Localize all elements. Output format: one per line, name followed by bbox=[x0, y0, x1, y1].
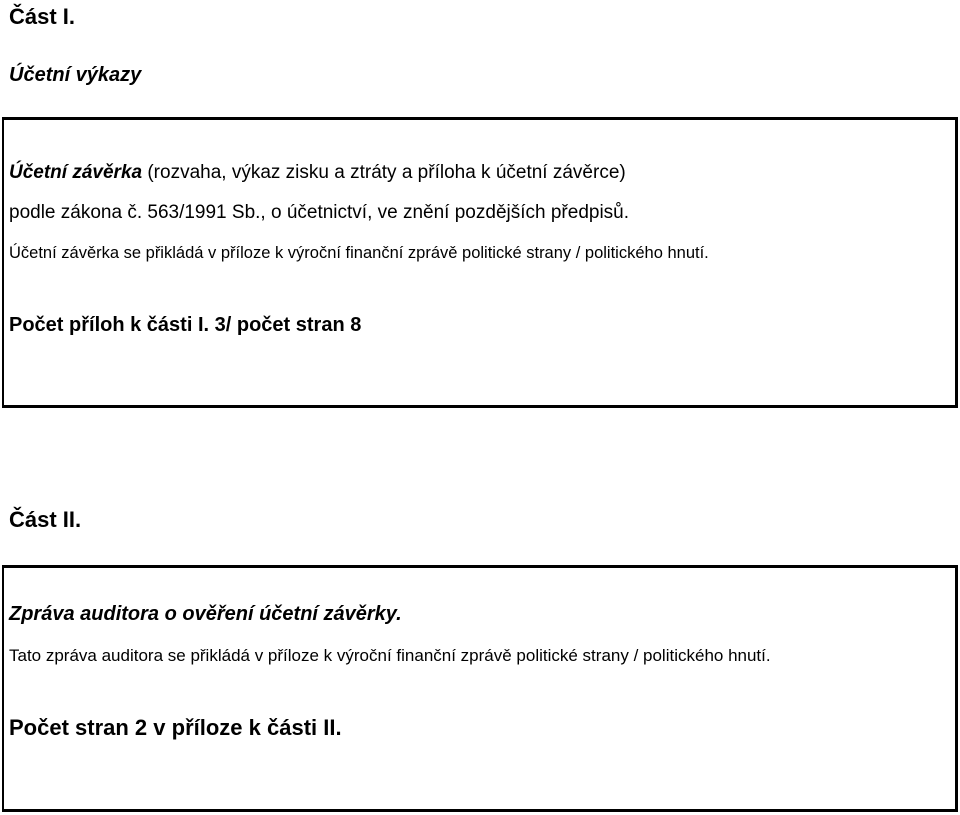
part1-heading: Část I. bbox=[9, 4, 76, 29]
auditor-report-note: Tato zpráva auditora se přikládá v příloze k výroční finanční zprávě politické strany / politického hnutí. bbox=[9, 646, 771, 665]
attachment-count: Počet příloh k části I. 3/ počet stran 8 bbox=[9, 314, 362, 336]
part2-heading: Část II. bbox=[9, 507, 82, 532]
attachment-note: Účetní závěrka se přikládá v příloze k výroční finanční zprávě politické strany / politického hnutí. bbox=[9, 244, 709, 262]
pages-count: Počet stran 2 v příloze k části II. bbox=[9, 715, 342, 740]
statements-detail: (rozvaha, výkaz zisku a ztráty a příloha k účetní závěrce) bbox=[142, 162, 626, 183]
part1-subheading: Účetní výkazy bbox=[9, 64, 142, 86]
auditor-report-title: Zpráva auditora o ověření účetní závěrky. bbox=[9, 603, 402, 625]
statements-line bbox=[9, 161, 626, 185]
law-reference: podle zákona č. 563/1991 Sb., o účetnictví, ve znění pozdějších předpisů. bbox=[9, 202, 630, 223]
statements-title: Účetní závěrka bbox=[9, 162, 143, 183]
